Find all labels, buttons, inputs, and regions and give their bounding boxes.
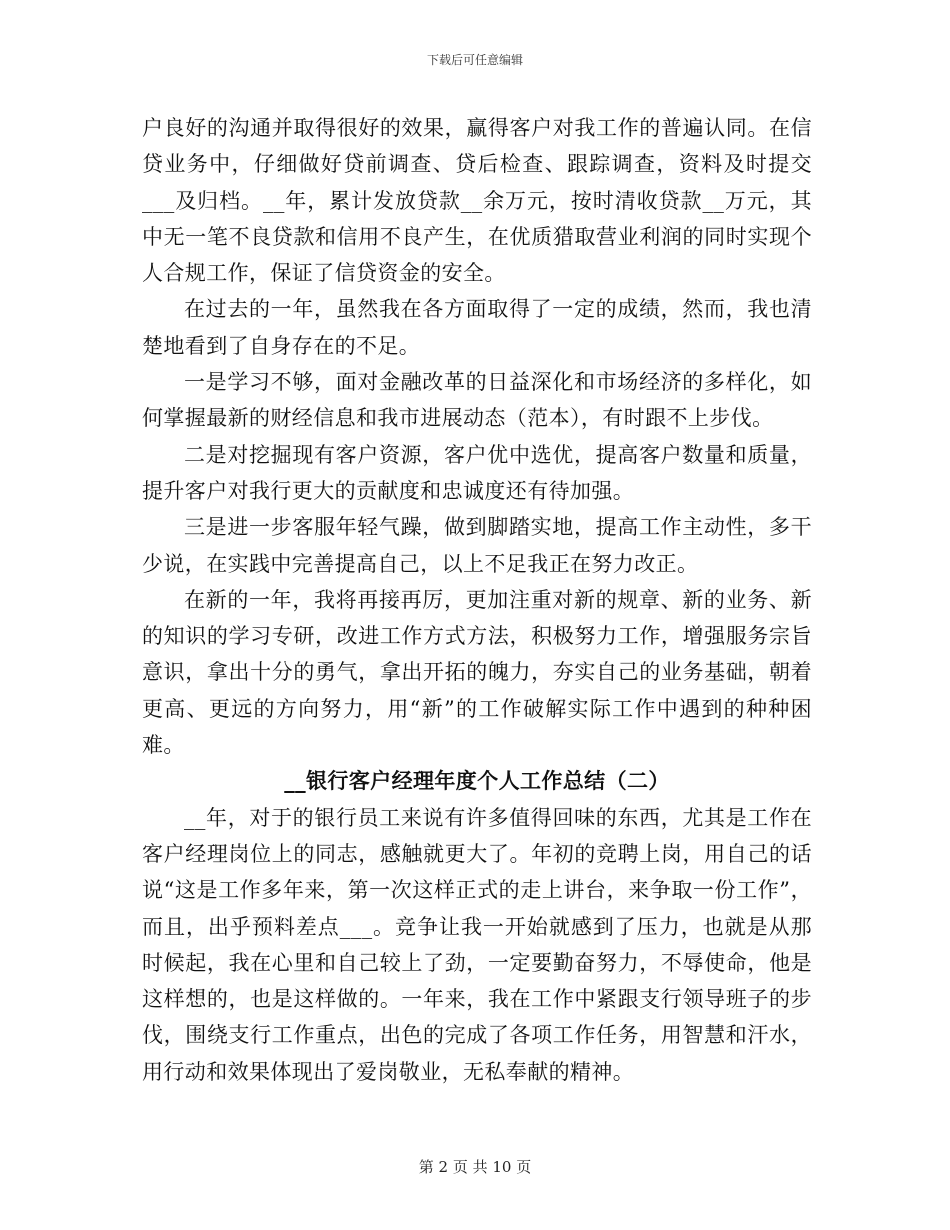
- section-title: __银行客户经理年度个人工作总结（二）: [284, 768, 670, 794]
- paragraph-2: 在过去的一年，虽然我在各方面取得了一定的成绩，然而，我也清楚地看到了自身存在的不足。: [142, 297, 812, 358]
- page-footer: 第 2 页 共 10 页: [418, 1158, 532, 1176]
- paragraph-1: 户良好的沟通并取得很好的效果，赢得客户对我工作的普遍认同。在信贷业务中，仔细做好贷前调查、贷后检查、跟踪调查，资料及时提交___及归档。__年，累计发放贷款__余万元，按时清收贷款__万元，其中无一笔不良贷款和信用不良产生，在优质猎取营业利润的同时实现个人合规工作，保证了信贷资金的安全。: [142, 116, 812, 286]
- document-body: [142, 110, 812, 1090]
- paragraph-3: 一是学习不够，面对金融改革的日益深化和市场经济的多样化，如何掌握最新的财经信息和我市进展动态（范本），有时跟不上步伐。: [142, 370, 812, 431]
- paragraph-5: 三是进一步客服年轻气躁，做到脚踏实地，提高工作主动性，多干少说，在实践中完善提高自己，以上不足我正在努力改正。: [142, 515, 812, 576]
- paragraph-6: 在新的一年，我将再接再厉，更加注重对新的规章、新的业务、新的知识的学习专研，改进工作方式方法，积极努力工作，增强服务宗旨意识，拿出十分的勇气，拿出开拓的魄力，夯实自己的业务基础，朝着更高、更远的方向努力，用“新”的工作破解实际工作中遇到的种种困难。: [142, 587, 812, 758]
- paragraph-4: 二是对挖掘现有客户资源，客户优中选优，提高客户数量和质量，提升客户对我行更大的贡献度和忠诚度还有待加强。: [142, 442, 812, 503]
- paragraph-7: __年，对于的银行员工来说有许多值得回味的东西，尤其是工作在客户经理岗位上的同志，感触就更大了。年初的竞聘上岗，用自己的话说“这是工作多年来，第一次这样正式的走上讲台，来争取一份工作”，而且，出乎预料差点___。竞争让我一开始就感到了压力，也就是从那时候起，我在心里和自己较上了劲，一定要勤奋努力，不辱使命，他是这样想的，也是这样做的。一年来，我在工作中紧跟支行领导班子的步伐，围绕支行工作重点，出色的完成了各项工作任务，用智慧和汗水，用行动和效果体现出了爱岗敬业，无私奉献的精神。: [142, 805, 812, 1084]
- page-header: 下载后可任意编辑: [426, 53, 523, 67]
